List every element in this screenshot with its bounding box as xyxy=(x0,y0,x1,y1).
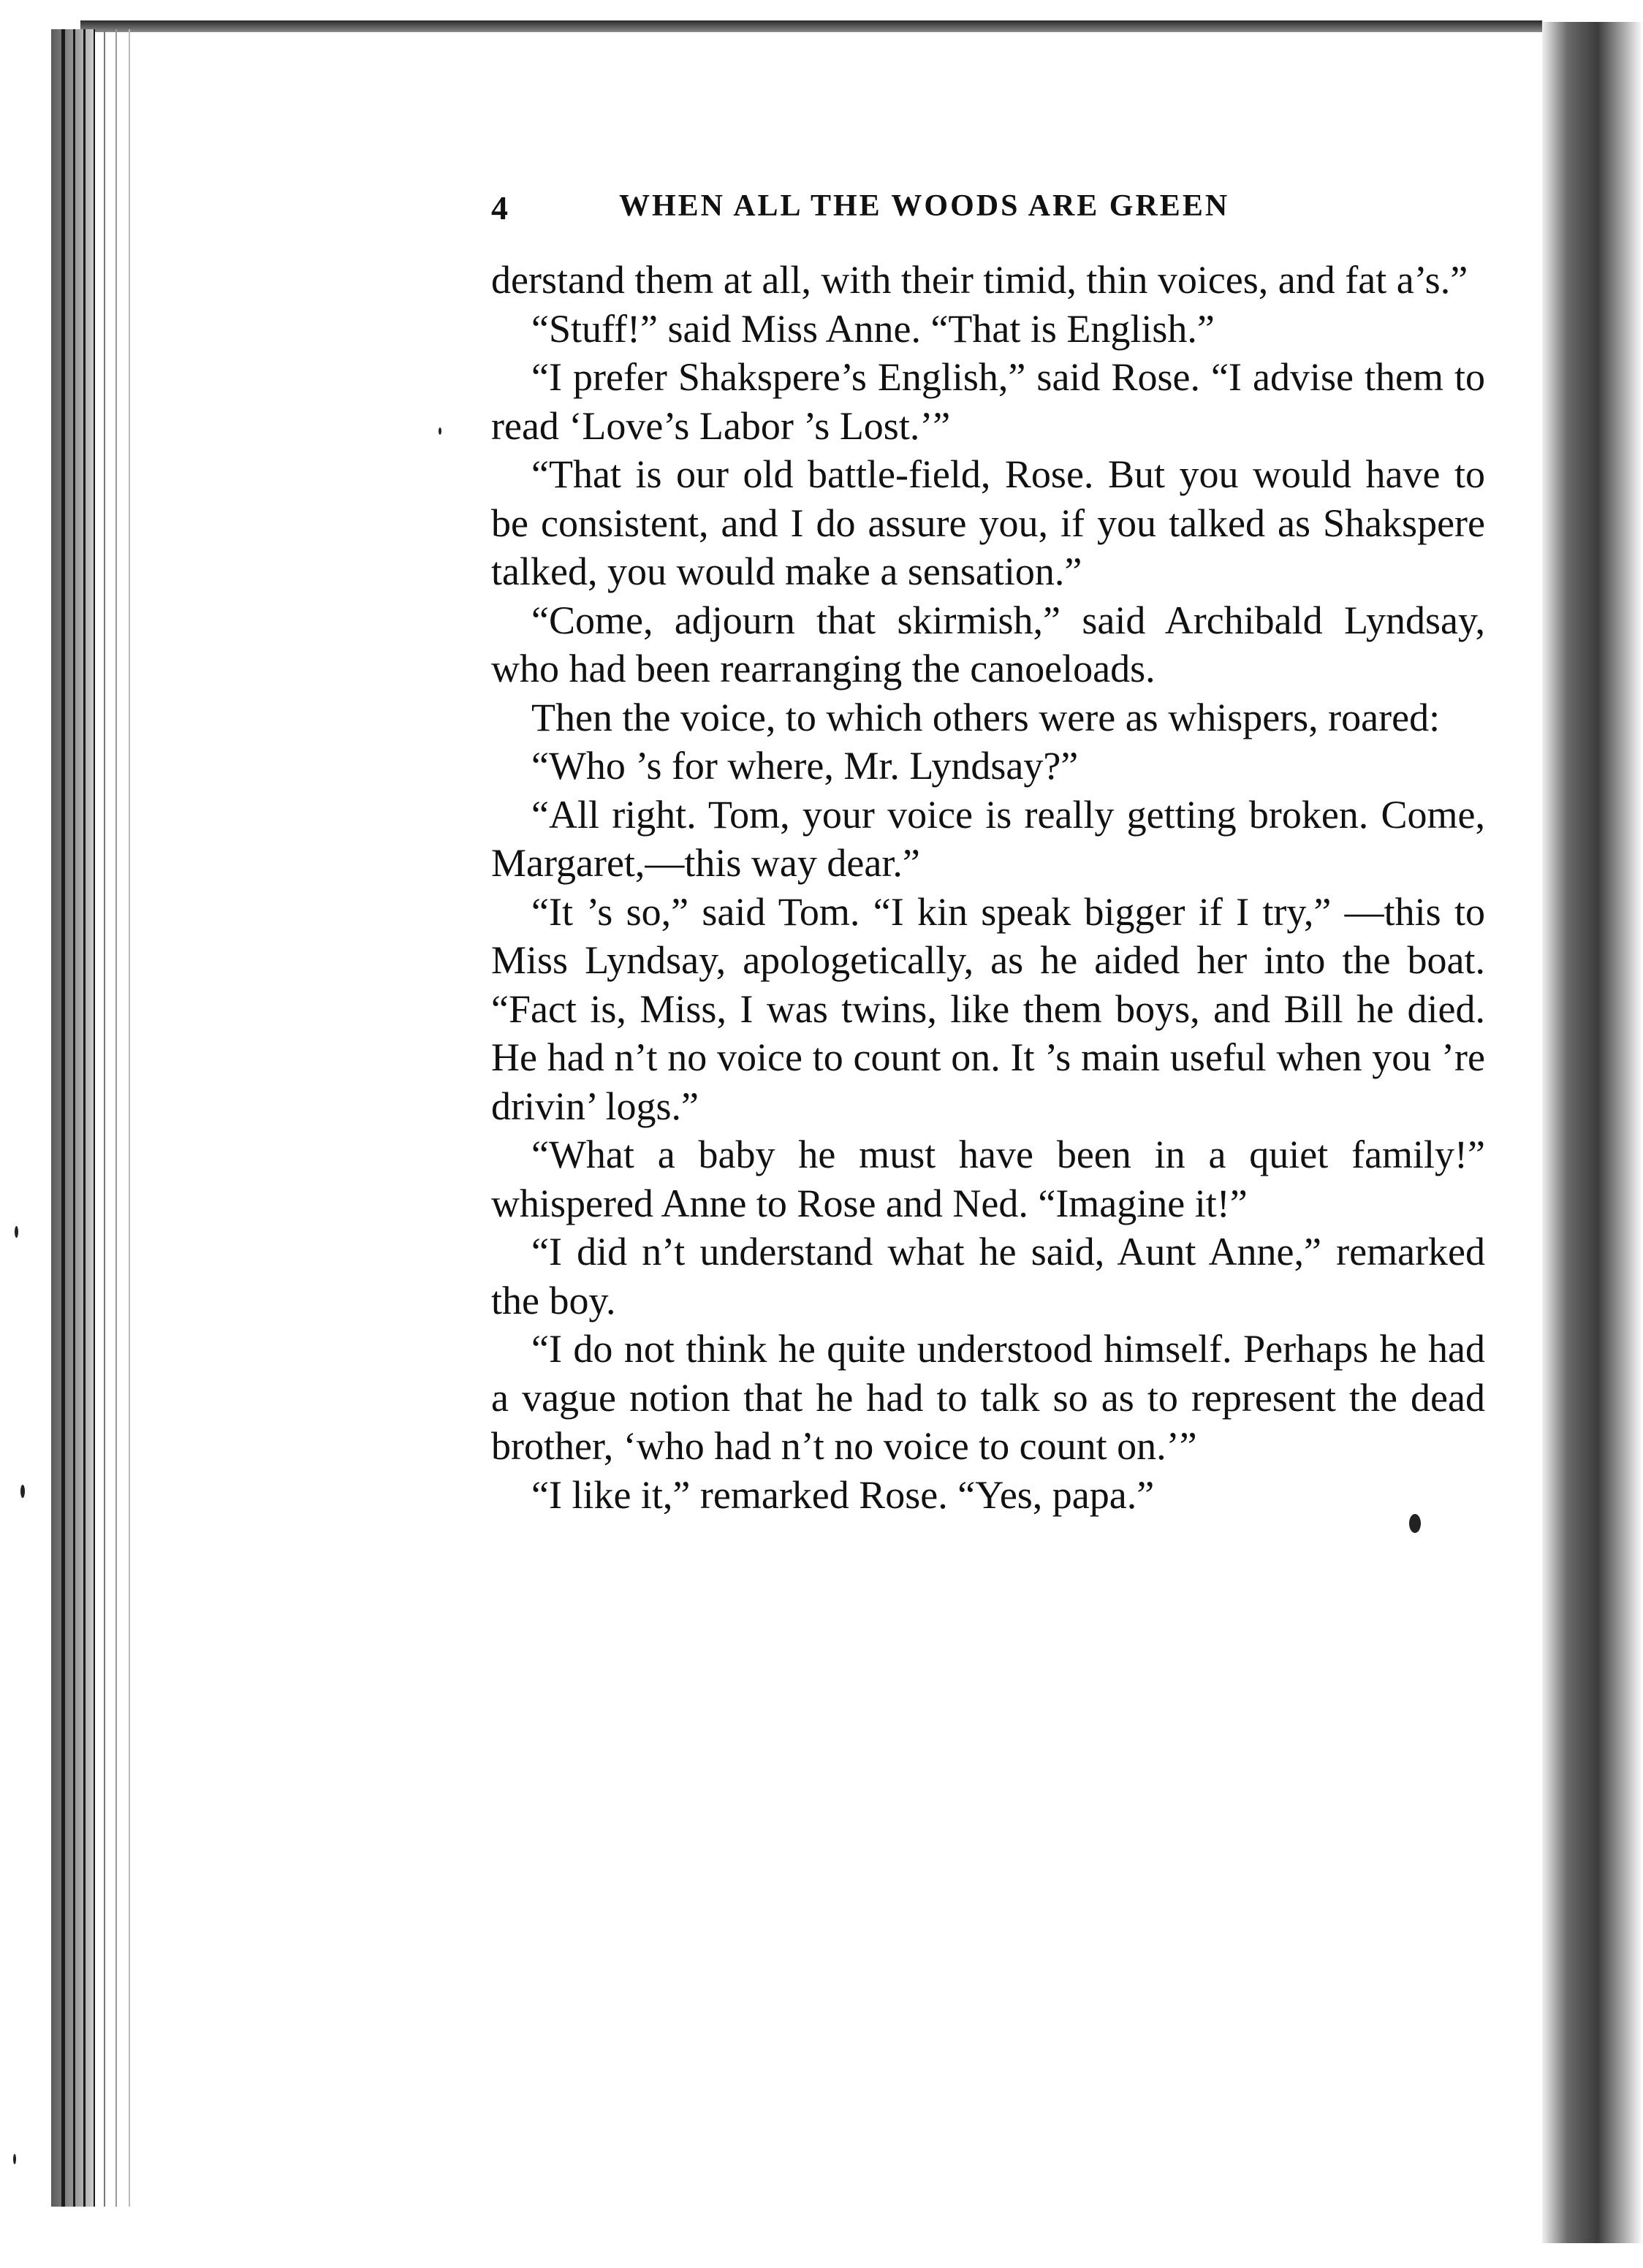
edge-line xyxy=(115,29,117,2207)
paragraph: “I prefer Shakspere’s English,” said Rose. “I advise them to read ‘Love’s Labor ’s Lost.’” xyxy=(491,355,1485,448)
edge-line xyxy=(129,29,130,2207)
paragraph: “Come, adjourn that skirmish,” said Archibald Lyndsay, who had been rearranging the canoeloads. xyxy=(491,598,1485,690)
page-header xyxy=(491,183,1485,241)
page-number: 4 xyxy=(491,189,508,227)
edge-line xyxy=(61,29,65,2207)
page-content xyxy=(439,161,1520,2060)
paragraph: derstand them at all, with their timid, thin voices, and fat a’s.” xyxy=(491,258,1468,302)
ink-speck xyxy=(20,1485,25,1498)
paragraph: “That is our old battle-field, Rose. But you would have to be consistent, and I do assure you, if you talked as Shakspere talked, you would make a sensation.” xyxy=(491,452,1485,593)
paragraph: “I like it,” remarked Rose. “Yes, papa.” xyxy=(531,1472,1155,1517)
paragraph: “It ’s so,” said Tom. “I kin speak bigger if I try,” —this to Miss Lyndsay, apologetically, as he aided her into the boat. “Fact is, Miss, I was twins, like them boys, and Bill he died. He had n’t no voice to count on. It ’s main useful when you ’re drivin’ logs.” xyxy=(491,889,1485,1128)
edge-line xyxy=(94,29,95,2207)
edge-line xyxy=(104,29,105,2207)
paragraph: “Who ’s for where, Mr. Lyndsay?” xyxy=(531,744,1079,788)
paragraph: “I do not think he quite understood himself. Perhaps he had a vague notion that he had to talk so as to represent the dead brother, ‘who had n’t no voice to count on.’” xyxy=(491,1327,1485,1468)
edge-line xyxy=(73,29,75,2207)
right-binding-shadow xyxy=(1542,22,1643,2243)
paragraph: “Stuff!” said Miss Anne. “That is English.” xyxy=(531,306,1215,351)
running-title: WHEN ALL THE WOODS ARE GREEN xyxy=(619,189,1230,223)
body-text xyxy=(491,256,1485,1519)
ink-speck xyxy=(15,1226,18,1238)
paragraph: “All right. Tom, your voice is really getting broken. Come, Margaret,—this way dear.” xyxy=(491,792,1485,885)
paragraph: Then the voice, to which others were as whispers, roared: xyxy=(531,695,1441,739)
paragraph: “I did n’t understand what he said, Aunt Anne,” remarked the boy. xyxy=(491,1230,1485,1323)
ink-speck xyxy=(13,2154,16,2164)
left-page-stack-edge xyxy=(51,29,168,2207)
top-page-edge xyxy=(80,20,1542,32)
paragraph: “What a baby he must have been in a quiet family!” whispered Anne to Rose and Ned. “Imagine it!” xyxy=(491,1133,1485,1225)
edge-line xyxy=(83,29,86,2207)
